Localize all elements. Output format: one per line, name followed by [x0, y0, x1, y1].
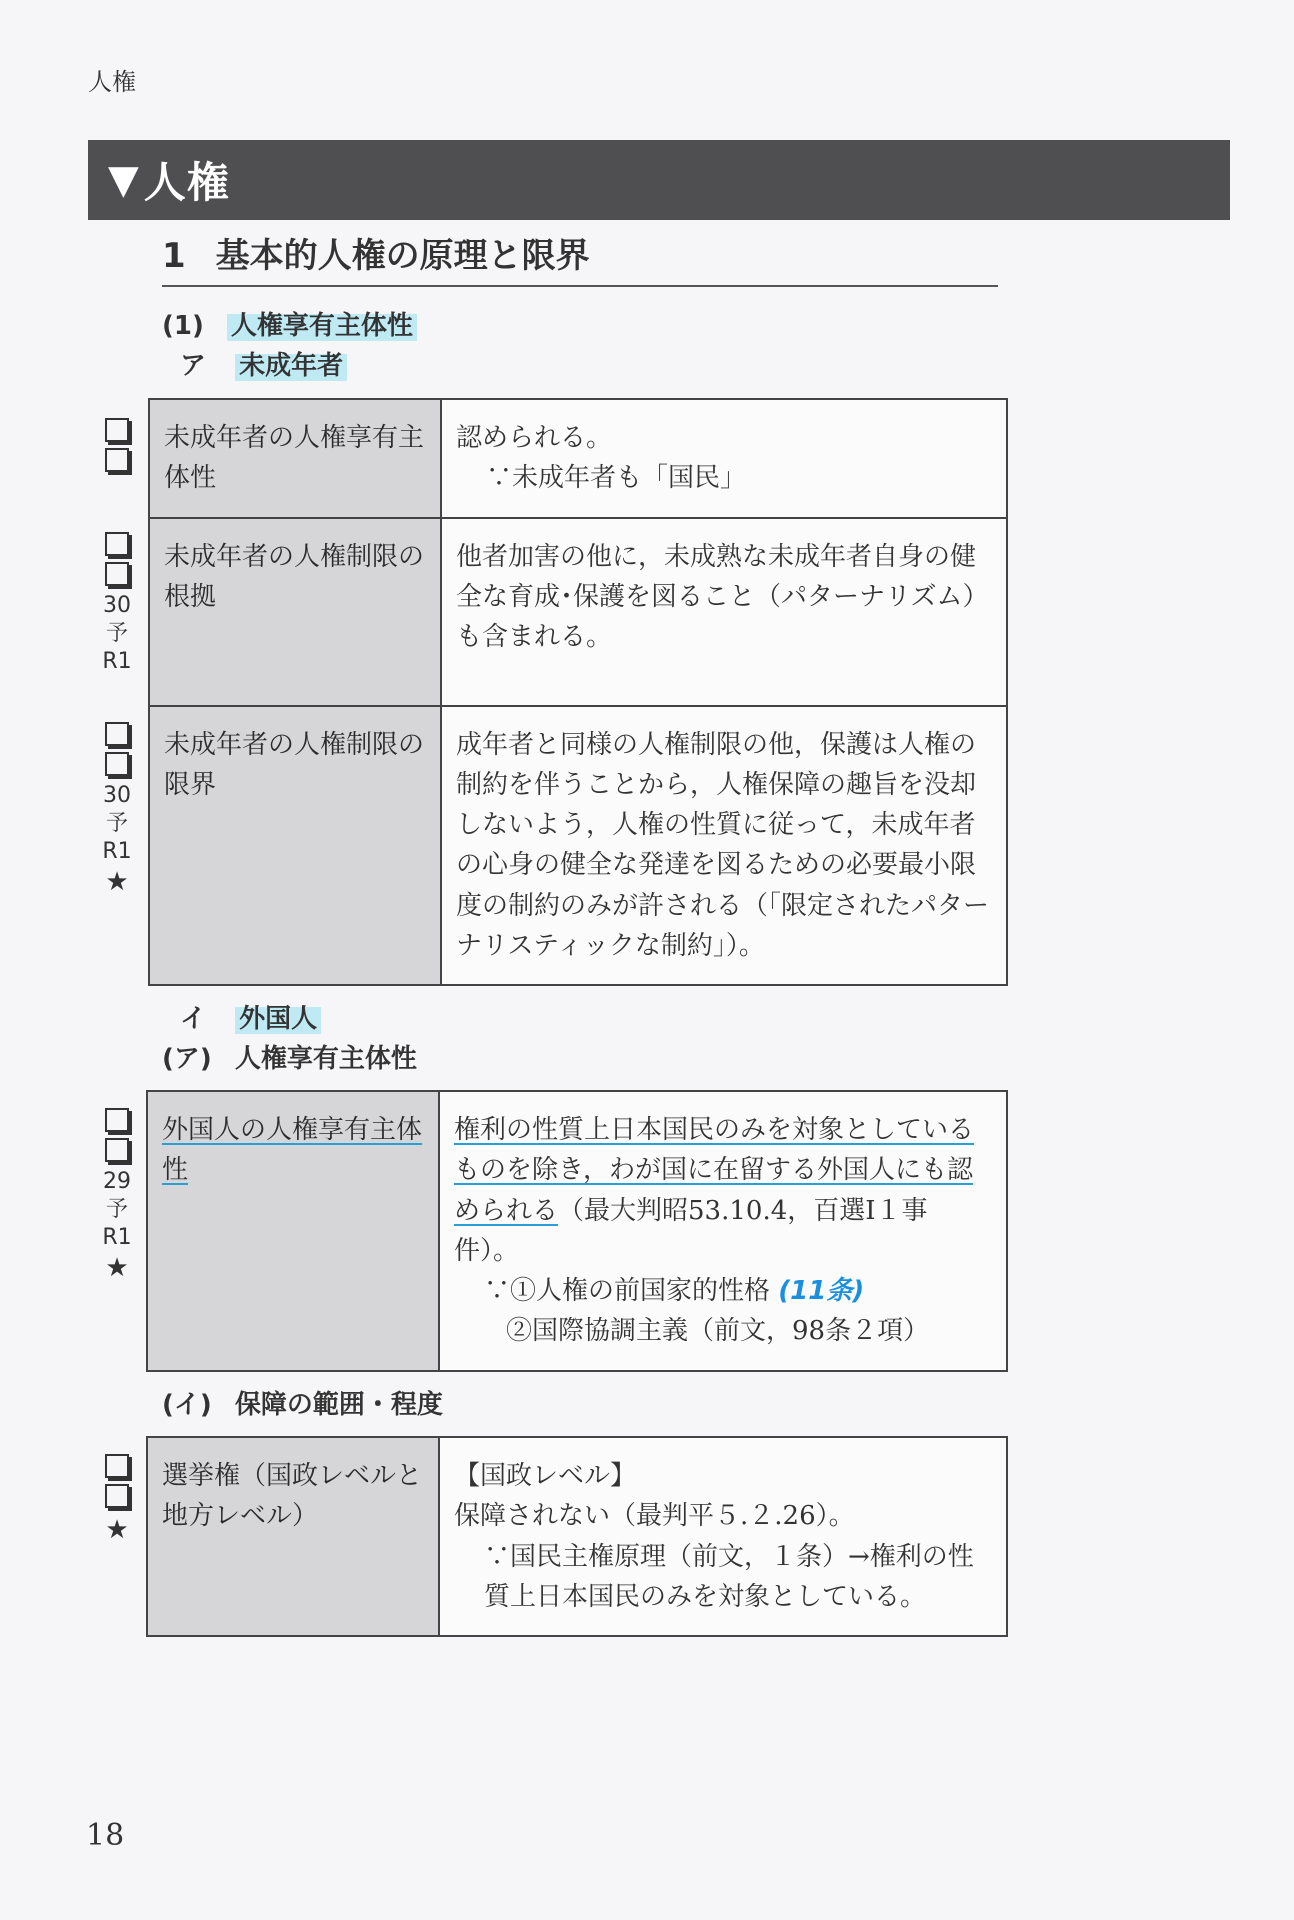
table-row — [149, 706, 1007, 986]
checkbox-icon[interactable] — [105, 1454, 129, 1478]
row-body-reason: ∵国民主権原理（前文，１条）→権利の性質上日本国民のみを対象としている。 — [484, 1541, 974, 1612]
checkbox-icon[interactable] — [105, 1484, 129, 1508]
subheading-b — [180, 998, 321, 1035]
row-body: 成年者と同様の人権制限の他，保護は人権の制約を伴うことから，人権保障の趣旨を没却しないよう，人権の性質に従って，未成年者の心身の健全な発達を図るための必要最小限度の制約のみが許される（「限定されたパターナリスティックな制約」）。 — [441, 706, 1007, 986]
subheading-b2 — [162, 1384, 443, 1421]
margin-checkbox-group — [100, 718, 134, 900]
chapter-title-bar — [88, 140, 1230, 220]
page-number: 18 — [86, 1818, 125, 1853]
subheading-b2-label: (イ) — [162, 1390, 212, 1420]
row-body: 他者加害の他に，未成熟な未成年者自身の健全な育成･保護を図ること（パターナリズム）も含まれる。 — [441, 518, 1007, 706]
exam-year-mark: R1 — [102, 649, 132, 675]
margin-checkbox-group — [100, 1104, 134, 1286]
section-title — [162, 228, 998, 287]
reason-1-text: ∵①人権の前国家的性格 — [484, 1276, 771, 1307]
row-heading — [147, 1091, 439, 1371]
exam-type-mark: 予 — [105, 811, 128, 837]
checkbox-icon[interactable] — [105, 1108, 129, 1132]
row-body-reason: ∵未成年者も「国民」 — [486, 463, 747, 494]
row-body — [441, 399, 1007, 518]
table-row — [149, 518, 1007, 706]
row-heading: 選挙権（国政レベルと地方レベル） — [147, 1437, 439, 1636]
row-body-text — [454, 1110, 992, 1271]
checkbox-icon[interactable] — [105, 752, 129, 776]
row-heading: 未成年者の人権制限の根拠 — [149, 518, 441, 706]
checkbox-icon[interactable] — [105, 532, 129, 556]
checkbox-icon[interactable] — [105, 562, 129, 586]
row-heading: 未成年者の人権制限の限界 — [149, 706, 441, 986]
exam-year-mark: 29 — [103, 1169, 131, 1194]
table-row — [149, 399, 1007, 518]
exam-year-mark: 30 — [103, 593, 131, 618]
table-suffrage — [146, 1436, 1008, 1637]
reason-1 — [454, 1271, 992, 1311]
subheading-b-title: 外国人 — [235, 1004, 321, 1034]
citation-text: （最大判昭53.10.4，百選Ⅰ１事件）。 — [454, 1195, 928, 1266]
table-foreigners — [146, 1090, 1008, 1372]
underlined-text: 権利の性質上日本国民のみを対象としているものを除き，わが国に在留する外国人にも認められる — [454, 1115, 975, 1226]
subheading-1-title: 人権享有主体性 — [227, 311, 417, 341]
subheading-a-label: ア — [180, 351, 207, 381]
subheading-1-label: (1) — [162, 311, 204, 341]
handwritten-note: (11条) — [778, 1276, 865, 1307]
star-icon: ★ — [105, 1253, 129, 1284]
subheading-1 — [162, 305, 417, 342]
table-row — [147, 1091, 1007, 1371]
exam-type-mark: 予 — [105, 621, 128, 647]
exam-year-mark: R1 — [102, 839, 132, 865]
row-body-text: 保障されない（最判平５.２.26）。 — [454, 1501, 855, 1532]
exam-year-mark: R1 — [102, 1225, 132, 1251]
subheading-a-title: 未成年者 — [235, 351, 347, 381]
exam-year-mark: 30 — [103, 783, 131, 808]
table-row — [147, 1437, 1007, 1636]
section-number: 1 — [162, 236, 186, 276]
running-head: 人権 — [88, 68, 136, 96]
checkbox-icon[interactable] — [105, 1138, 129, 1162]
subheading-b1-label: (ア) — [162, 1044, 212, 1074]
star-icon: ★ — [105, 1515, 129, 1545]
chapter-title: 人権 — [143, 158, 230, 207]
subheading-b-label: イ — [180, 1004, 207, 1034]
row-heading: 未成年者の人権享有主体性 — [149, 399, 441, 518]
row-body — [439, 1091, 1007, 1371]
row-heading-text: 外国人の人権享有主体性 — [162, 1115, 423, 1186]
row-body — [439, 1437, 1007, 1636]
subheading-b1-title: 人権享有主体性 — [234, 1044, 417, 1074]
row-body-heading: 【国政レベル】 — [454, 1461, 637, 1491]
row-body-text: 認められる。 — [456, 423, 613, 453]
table-minors — [148, 398, 1008, 986]
subheading-a — [180, 345, 347, 382]
checkbox-icon[interactable] — [105, 448, 129, 472]
section-title-text: 基本的人権の原理と限界 — [215, 236, 590, 276]
subheading-b1 — [162, 1038, 417, 1075]
subheading-b2-title: 保障の範囲・程度 — [234, 1390, 443, 1420]
checkbox-icon[interactable] — [105, 722, 129, 746]
margin-checkbox-group — [100, 1450, 134, 1547]
triangle-down-icon: ▼ — [108, 157, 140, 203]
reason-2: ②国際協調主義（前文，98条２項） — [506, 1316, 930, 1347]
margin-checkbox-group — [100, 414, 134, 478]
checkbox-icon[interactable] — [105, 418, 129, 442]
star-icon: ★ — [105, 867, 129, 898]
exam-type-mark: 予 — [105, 1197, 128, 1223]
margin-checkbox-group — [100, 528, 134, 676]
